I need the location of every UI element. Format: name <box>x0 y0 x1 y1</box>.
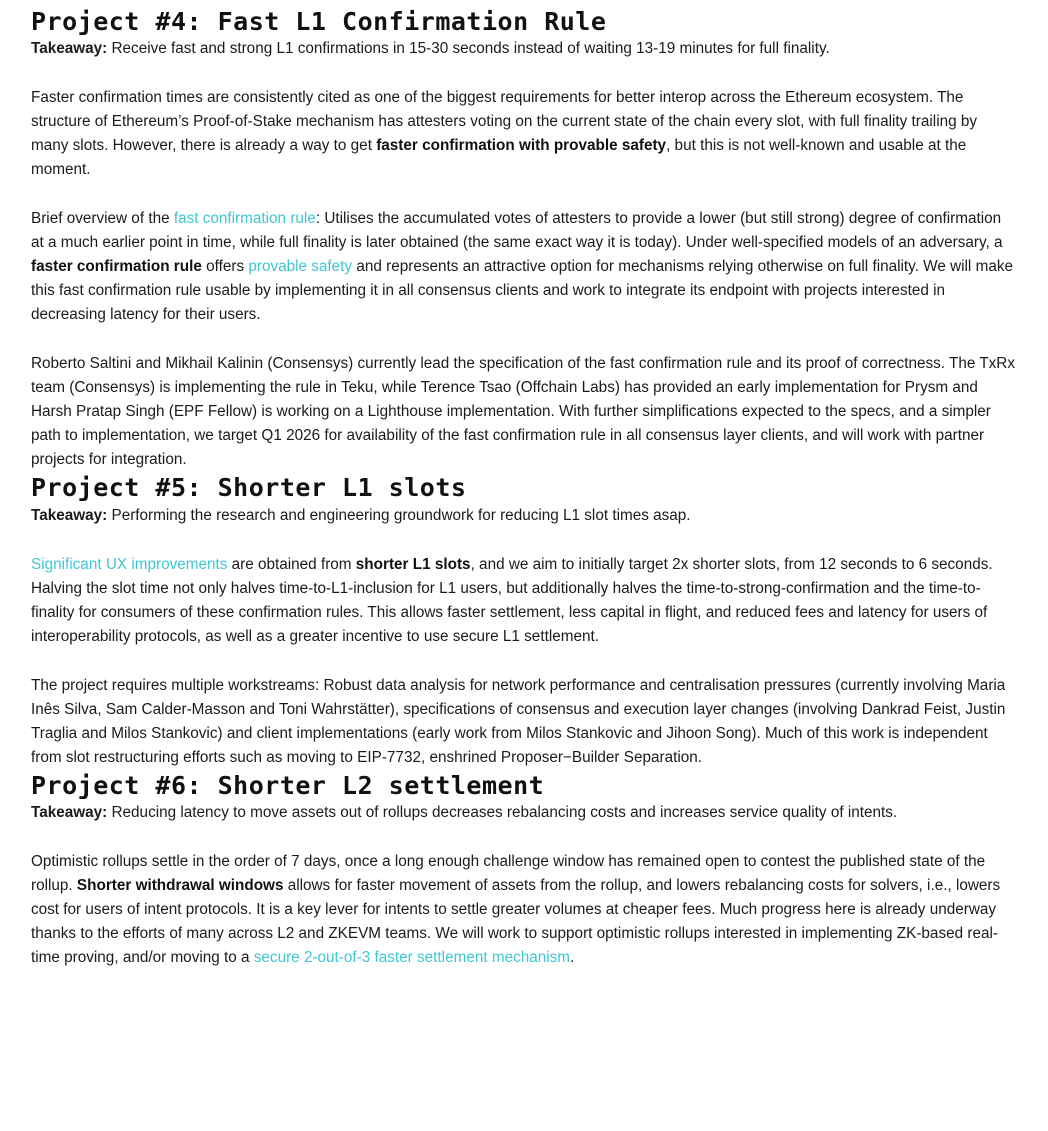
paragraph-4-2-part-d: and represents an attractive option for mechanisms relying otherwise on full finality. We will make this fast confirmation rule usable by implementing it in all consensus clients and work to integrate its endpoint with projects interested in decreasing latency for their users. <box>31 258 1013 324</box>
paragraph-5-1 <box>31 553 1015 649</box>
paragraph-4-1-emphasis: faster confirmation with provable safety <box>376 137 667 155</box>
paragraph-4-2-emphasis: faster confirmation rule <box>31 258 202 276</box>
paragraph-5-1-emphasis: shorter L1 slots <box>355 555 471 573</box>
link-secure-settlement-mechanism[interactable]: secure 2-out-of-3 faster settlement mechanism <box>253 948 571 966</box>
paragraph-4-2-part-b: : Utilises the accumulated votes of attesters to provide a lower (but still strong) degree of confirmation at a much earlier point in time, while full finality is later obtained (the same exact way it is today). Under well-specified models of an adversary, a <box>31 210 1003 252</box>
paragraph-6-1-part-a: Optimistic rollups settle in the order of 7 days, once a long enough challenge window has remained open to contest the published state of the rollup. <box>31 852 986 894</box>
takeaway-text: Receive fast and strong L1 confirmations in 15-30 seconds instead of waiting 13-19 minutes for full finality. <box>107 40 830 58</box>
paragraph-5-1-part-b: , and we aim to initially target 2x shorter slots, from 12 seconds to 6 seconds. Halving the slot time not only halves time-to-L1-inclusion for L1 users, but additionally halves the time-to-strong-confirmation and the time-to-finality for consumers of these confirmation rules. This allows faster settlement, less capital in flight, and reduced fees and latency for users of interoperability protocols, as well as a greater incentive to use secure L1 settlement. <box>31 555 993 645</box>
takeaway-project-4 <box>31 37 1015 61</box>
paragraph-6-1 <box>31 850 1015 970</box>
paragraph-4-2-part-a: Brief overview of the <box>31 210 174 228</box>
paragraph-6-1-part-b: allows for faster movement of assets from the rollup, and lowers rebalancing costs for solvers, i.e., lowers cost for users of intent protocols. It is a key lever for intents to settle greater volumes at cheaper fees. Much progress here is already underway thanks to the efforts of many across L2 and ZKEVM teams. We will work to support optimistic rollups interested in implementing ZK-based real-time proving, and/or moving to a <box>31 876 1001 966</box>
takeaway-label: Takeaway: <box>31 506 108 524</box>
page-title-project-4: Project #4: Fast L1 Confirmation Rule <box>31 7 607 36</box>
paragraph-4-1 <box>31 86 1015 182</box>
page-title-project-6: Project #6: Shorter L2 settlement <box>31 770 545 800</box>
paragraph-5-1-part-a: are obtained from <box>227 555 356 573</box>
paragraph-5-2: The project requires multiple workstreams: Robust data analysis for network performance and centralisation pressures (currently involving Maria Inês Silva, Sam Calder-Masson and Toni Wahrstätter), specifications of consensus and execution layer changes (involving Dankrad Feist, Justin Traglia and Milos Stankovic) and client implementations (early work from Milos Stankovic and Jihoon Song). Much of this work is independent from slot restructuring efforts such as moving to EIP-7732, enshrined Proposer−Builder Separation. <box>31 676 1006 766</box>
link-fast-confirmation-rule[interactable]: fast confirmation rule <box>173 210 316 228</box>
link-significant-ux-improvements[interactable]: Significant UX improvements <box>31 555 228 573</box>
page-title-project-5: Project #5: Shorter L1 slots <box>31 473 467 503</box>
takeaway-label: Takeaway: <box>31 40 108 58</box>
paragraph-4-2 <box>31 207 1015 327</box>
takeaway-label: Takeaway: <box>31 803 108 821</box>
paragraph-6-1-emphasis: Shorter withdrawal windows <box>76 876 284 894</box>
paragraph-4-1-part-a: Faster confirmation times are consistently cited as one of the biggest requirements for better interop across the Ethereum ecosystem. The structure of Ethereum’s Proof-of-Stake mechanism has attesters voting on the current state of the chain every slot, with full finality trailing by many slots. However, there is already a way to get <box>31 89 978 155</box>
paragraph-4-2-part-c: offers <box>201 258 249 276</box>
link-provable-safety[interactable]: provable safety <box>248 258 353 276</box>
takeaway-project-5 <box>31 504 1015 528</box>
paragraph-4-1-part-c: , but this is not well-known and usable at the moment. <box>31 137 967 179</box>
paragraph-4-3: Roberto Saltini and Mikhail Kalinin (Consensys) currently lead the specification of the fast confirmation rule and its proof of correctness. The TxRx team (Consensys) is implementing the rule in Teku, while Terence Tsao (Offchain Labs) has provided an early implementation for Prysm and Harsh Pratap Singh (EPF Fellow) is working on a Lighthouse implementation. With further simplifications expected to the specs, and a simpler path to implementation, we target Q1 2026 for availability of the fast confirmation rule in all consensus layer clients, and will work with partner projects for integration. <box>31 355 1016 469</box>
paragraph-6-1-part-c: . <box>570 948 575 966</box>
takeaway-project-6 <box>31 801 1015 825</box>
takeaway-text: Reducing latency to move assets out of rollups decreases rebalancing costs and increases service quality of intents. <box>107 803 898 821</box>
takeaway-text: Performing the research and engineering groundwork for reducing L1 slot times asap. <box>107 506 691 524</box>
